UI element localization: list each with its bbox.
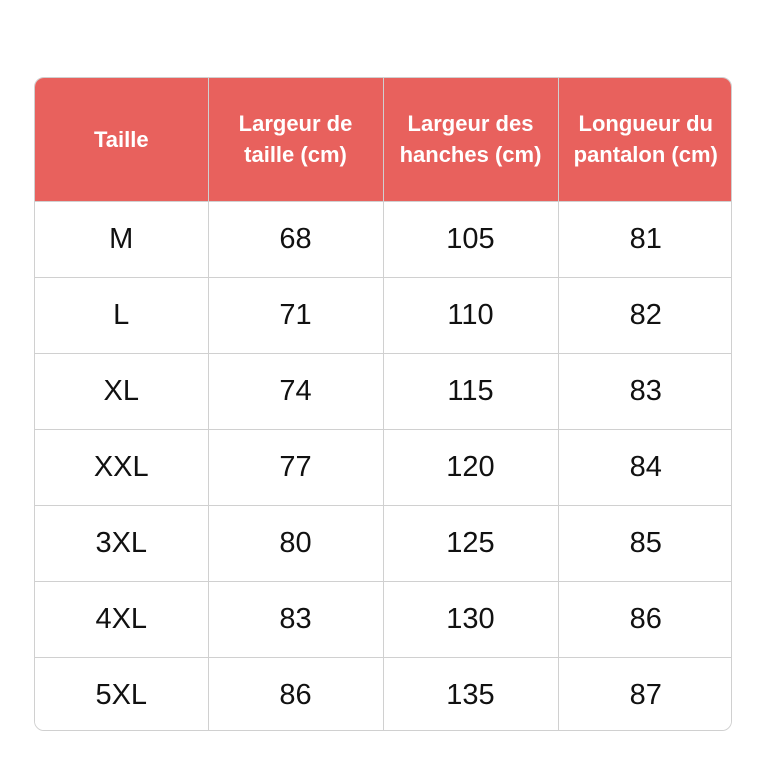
cell-pants-length: 83	[558, 353, 732, 429]
header-size-line: Taille	[93, 126, 149, 152]
cell-waist-width: 74	[208, 353, 383, 429]
table-row	[35, 201, 732, 277]
cell-waist-width: 80	[208, 505, 383, 581]
cell-waist-width: 68	[208, 201, 383, 277]
cell-pants-length: 81	[558, 201, 732, 277]
table-header	[35, 78, 732, 201]
cell-waist-width: 77	[208, 429, 383, 505]
cell-size: M	[35, 201, 208, 277]
header-size	[35, 78, 208, 201]
table-row	[35, 277, 732, 353]
table-row	[35, 581, 732, 657]
cell-hip-width: 110	[383, 277, 558, 353]
cell-size: XXL	[35, 429, 208, 505]
header-row	[35, 78, 732, 201]
header-waist-width-line: Largeur de	[238, 111, 353, 137]
cell-size: 4XL	[35, 581, 208, 657]
header-waist-width	[208, 78, 383, 201]
cell-hip-width: 125	[383, 505, 558, 581]
header-hip-width-line: hanches (cm)	[399, 142, 542, 168]
cell-size: XL	[35, 353, 208, 429]
header-pants-length-line: Longueur du	[578, 111, 713, 137]
header-pants-length-line: pantalon (cm)	[573, 142, 718, 168]
table-row	[35, 353, 732, 429]
cell-pants-length: 85	[558, 505, 732, 581]
cell-size: 5XL	[35, 657, 208, 731]
cell-pants-length: 87	[558, 657, 732, 731]
cell-waist-width: 86	[208, 657, 383, 731]
table-row	[35, 657, 732, 731]
cell-hip-width: 135	[383, 657, 558, 731]
cell-waist-width: 71	[208, 277, 383, 353]
table-row	[35, 505, 732, 581]
header-hip-width	[383, 78, 558, 201]
header-pants-length	[558, 78, 732, 201]
cell-hip-width: 130	[383, 581, 558, 657]
header-hip-width-line: Largeur des	[407, 111, 534, 137]
cell-hip-width: 105	[383, 201, 558, 277]
cell-pants-length: 84	[558, 429, 732, 505]
table-row	[35, 429, 732, 505]
cell-size: L	[35, 277, 208, 353]
size-chart-table	[35, 78, 732, 731]
cell-waist-width: 83	[208, 581, 383, 657]
cell-pants-length: 86	[558, 581, 732, 657]
cell-hip-width: 120	[383, 429, 558, 505]
cell-size: 3XL	[35, 505, 208, 581]
table-body	[35, 201, 732, 731]
cell-pants-length: 82	[558, 277, 732, 353]
size-chart-table-container	[34, 77, 732, 731]
cell-hip-width: 115	[383, 353, 558, 429]
header-waist-width-line: taille (cm)	[244, 142, 347, 168]
